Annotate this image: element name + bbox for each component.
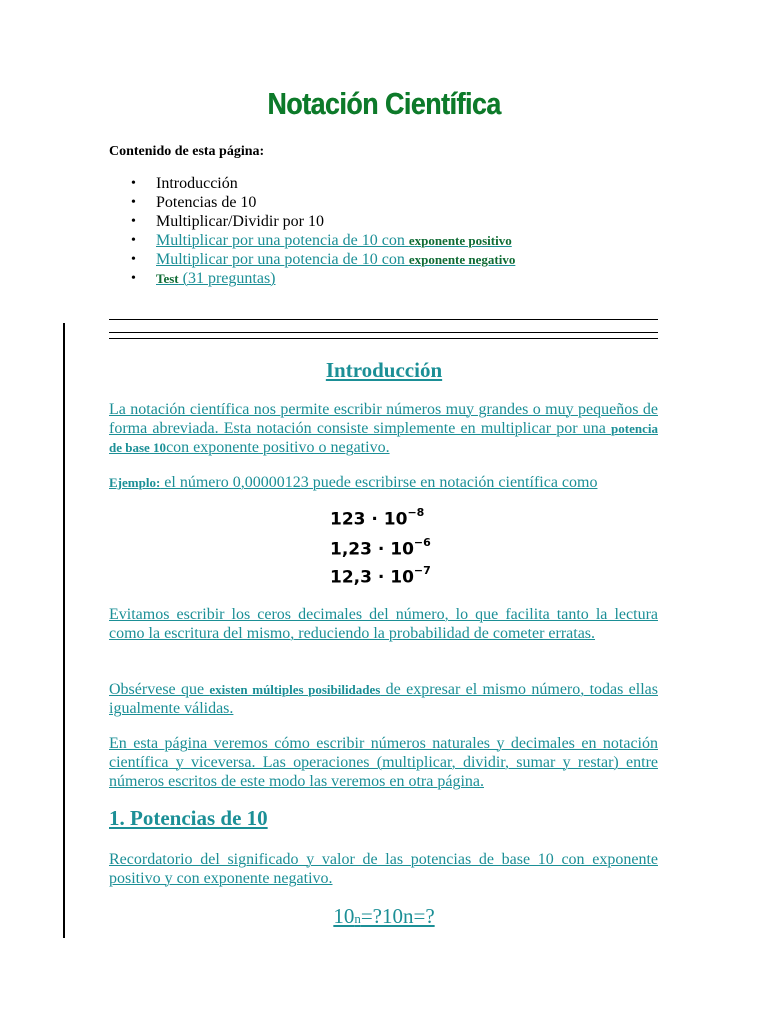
table-of-contents: [109, 174, 515, 288]
example-text: el número 0,00000123 puede escribirse en notación científica como: [160, 474, 598, 491]
example-line: [109, 473, 658, 492]
section-title-introduccion[interactable]: Introducción: [325, 358, 443, 382]
toc-item-exponente-positivo[interactable]: [109, 231, 515, 250]
margin-bar: [63, 323, 65, 938]
toc-label: Multiplicar/Dividir por 10: [156, 213, 324, 230]
math-expression-3: [330, 566, 431, 588]
math-base: 1,23 · 10: [330, 539, 414, 560]
math-exponent: −7: [413, 564, 431, 577]
formula-line: [0, 904, 768, 929]
paragraph-text: Obsérvese que: [109, 681, 210, 698]
toc-item-multiplicar-dividir[interactable]: [109, 212, 515, 231]
paragraph-text: de expresar el mismo número, todas ellas igualmente válidas.: [109, 681, 658, 717]
formula-part: 10: [333, 904, 355, 928]
page-title: Notación Científica: [267, 86, 501, 121]
formula-part: =?10n=?: [360, 904, 435, 928]
toc-link-text[interactable]: Multiplicar por una potencia de 10 con: [156, 232, 409, 249]
toc-item-introduccion[interactable]: [109, 174, 515, 193]
divider-line: [109, 332, 658, 333]
toc-item-potencias[interactable]: [109, 193, 515, 212]
toc-label: Potencias de 10: [156, 194, 257, 211]
intro-paragraph-1: [109, 400, 658, 457]
math-expression-2: [330, 538, 431, 560]
toc-link-bold[interactable]: Test: [156, 271, 179, 286]
contents-heading: Contenido de esta página:: [109, 144, 265, 159]
toc-item-test[interactable]: [109, 269, 515, 288]
example-label: Ejemplo:: [109, 475, 161, 490]
paragraph-text: La notación científica nos permite escribir números muy grandes o muy pequeños de forma abreviada. Esta notación consiste simplemente en multiplicar por una: [109, 401, 658, 437]
intro-paragraph-4: En esta página veremos cómo escribir números naturales y decimales en notación científica y viceversa. Las operaciones (multiplicar, dividir, sumar y restar) entre números escritos de este modo las veremos en otra página.: [109, 735, 658, 790]
math-exponent: −6: [413, 536, 431, 549]
math-expression-1: [330, 508, 424, 530]
formula-subscript: n: [354, 911, 361, 926]
toc-link-text[interactable]: (31 preguntas): [178, 270, 276, 287]
toc-link-bold[interactable]: exponente negativo: [408, 252, 516, 267]
divider-line: [109, 338, 658, 339]
toc-link-bold[interactable]: exponente positivo: [408, 233, 512, 248]
toc-item-exponente-negativo[interactable]: [109, 250, 515, 269]
math-base: 12,3 · 10: [330, 567, 414, 588]
potencias-paragraph: Recordatorio del significado y valor de las potencias de base 10 con exponente positivo y con exponente negativo.: [109, 851, 658, 887]
toc-label: Introducción: [156, 175, 238, 192]
divider-line: [109, 319, 658, 320]
math-exponent: −8: [407, 506, 425, 519]
paragraph-bold: existen múltiples posibilidades: [209, 682, 381, 697]
math-base: 123 · 10: [330, 509, 408, 530]
paragraph-text: con exponente positivo o negativo.: [166, 439, 390, 456]
paragraph-bold: potencia de base 10: [109, 421, 658, 455]
intro-paragraph-3: [109, 680, 658, 718]
section-title-potencias[interactable]: 1. Potencias de 10: [109, 806, 268, 830]
intro-paragraph-2: Evitamos escribir los ceros decimales del número, lo que facilita tanto la lectura como la escritura del mismo, reduciendo la probabilidad de cometer erratas.: [109, 606, 658, 642]
toc-link-text[interactable]: Multiplicar por una potencia de 10 con: [156, 251, 409, 268]
